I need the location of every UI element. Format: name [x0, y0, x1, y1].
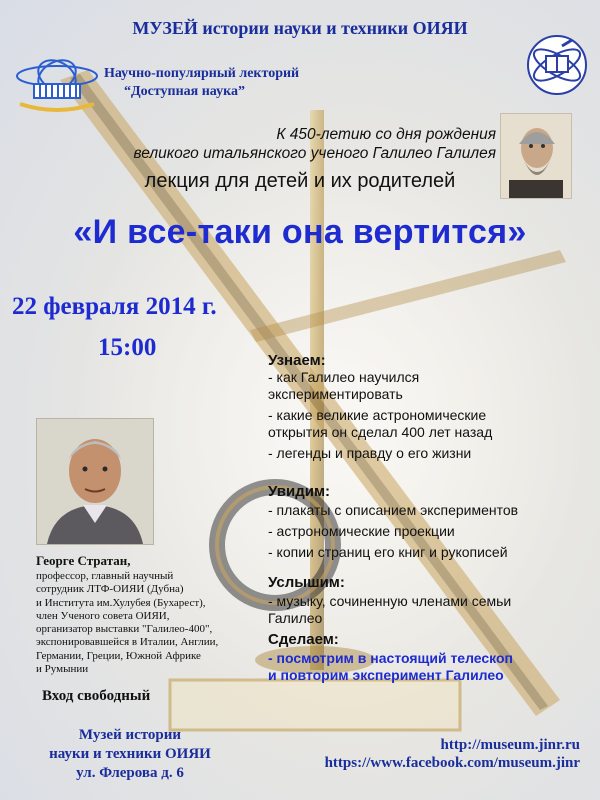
museum-title: МУЗЕЙ истории науки и техники ОИЯИ	[132, 18, 468, 38]
anniversary-note	[134, 125, 496, 163]
event-date: 22 февраля 2014 г.	[12, 293, 217, 320]
speaker-photo	[36, 418, 154, 545]
program-learn-section	[268, 352, 588, 462]
program-item: - легенды и правду о его жизни	[268, 445, 472, 461]
program-item: - посмотрим в настоящий телескоп	[268, 650, 514, 666]
lectory-series-name: “Доступная наука”	[124, 84, 245, 99]
event-time: 15:00	[98, 334, 157, 361]
lectory-name: Научно-популярный лекторий	[104, 66, 300, 81]
program-hear-section	[268, 574, 588, 627]
speaker-bio-line: член Ученого совета ОИЯИ,	[36, 609, 170, 622]
speaker-bio-line: организатор выставки "Галилео-400",	[36, 623, 213, 636]
program-item: - музыку, сочиненную членами семьи	[268, 593, 512, 609]
speaker-bio-line: профессор, главный научный	[36, 570, 174, 582]
speaker-name: Георге Стратан,	[36, 553, 131, 568]
program-item: Галилео	[268, 610, 323, 626]
speaker-bio	[36, 570, 266, 676]
section-heading: Услышим:	[268, 574, 345, 591]
anniversary-line-2: великого итальянского ученого Галилео Галилея	[133, 145, 496, 162]
audience-line: лекция для детей и их родителей	[144, 170, 456, 192]
program-do-section	[268, 631, 588, 684]
lecture-title: «И все-таки она вертится»	[73, 213, 527, 251]
jinr-building-logo-icon	[14, 54, 100, 116]
program-item: - какие великие астрономические	[268, 407, 487, 423]
museum-site-link[interactable]: http://museum.jinr.ru	[440, 737, 580, 753]
speaker-bio-line: экспонировавшейся в Италии, Англии,	[36, 636, 219, 649]
program-item: - плакаты с описанием экспериментов	[268, 502, 519, 518]
address-line: науки и техники ОИЯИ	[49, 746, 211, 762]
program-item: и повторим эксперимент Галилео	[268, 667, 504, 683]
program-item: экспериментировать	[268, 386, 403, 402]
address-line: ул. Флерова д. 6	[76, 765, 184, 781]
program-item: - копии страниц его книг и рукописей	[268, 544, 508, 560]
speaker-bio-line: и Института им.Хулубея (Бухарест),	[36, 596, 206, 609]
facebook-link[interactable]: https://www.facebook.com/museum.jinr	[324, 755, 580, 771]
speaker-photo-icon	[37, 419, 153, 544]
speaker-bio-line: Германии, Греции, Южной Африке	[36, 649, 201, 662]
contact-links	[325, 736, 580, 772]
section-heading: Узнаем:	[268, 352, 326, 369]
speaker-bio-line: и Румынии	[36, 663, 89, 676]
section-heading: Увидим:	[268, 483, 331, 500]
speaker-bio-line: сотрудник ЛТФ-ОИЯИ (Дубна)	[36, 583, 184, 596]
anniversary-line-1: К 450-летию со дня рождения	[276, 126, 496, 143]
program-item: - астрономические проекции	[268, 523, 455, 539]
program-item: открытия он сделал 400 лет назад	[268, 424, 493, 440]
museum-book-atom-logo-icon	[526, 34, 588, 96]
venue-address	[40, 726, 220, 783]
program-item: - как Галилео научился	[268, 369, 420, 385]
section-heading: Сделаем:	[268, 631, 339, 648]
program-see-section	[268, 483, 588, 561]
address-line: Музей истории	[78, 727, 182, 743]
free-entry-note: Вход свободный	[42, 688, 151, 704]
